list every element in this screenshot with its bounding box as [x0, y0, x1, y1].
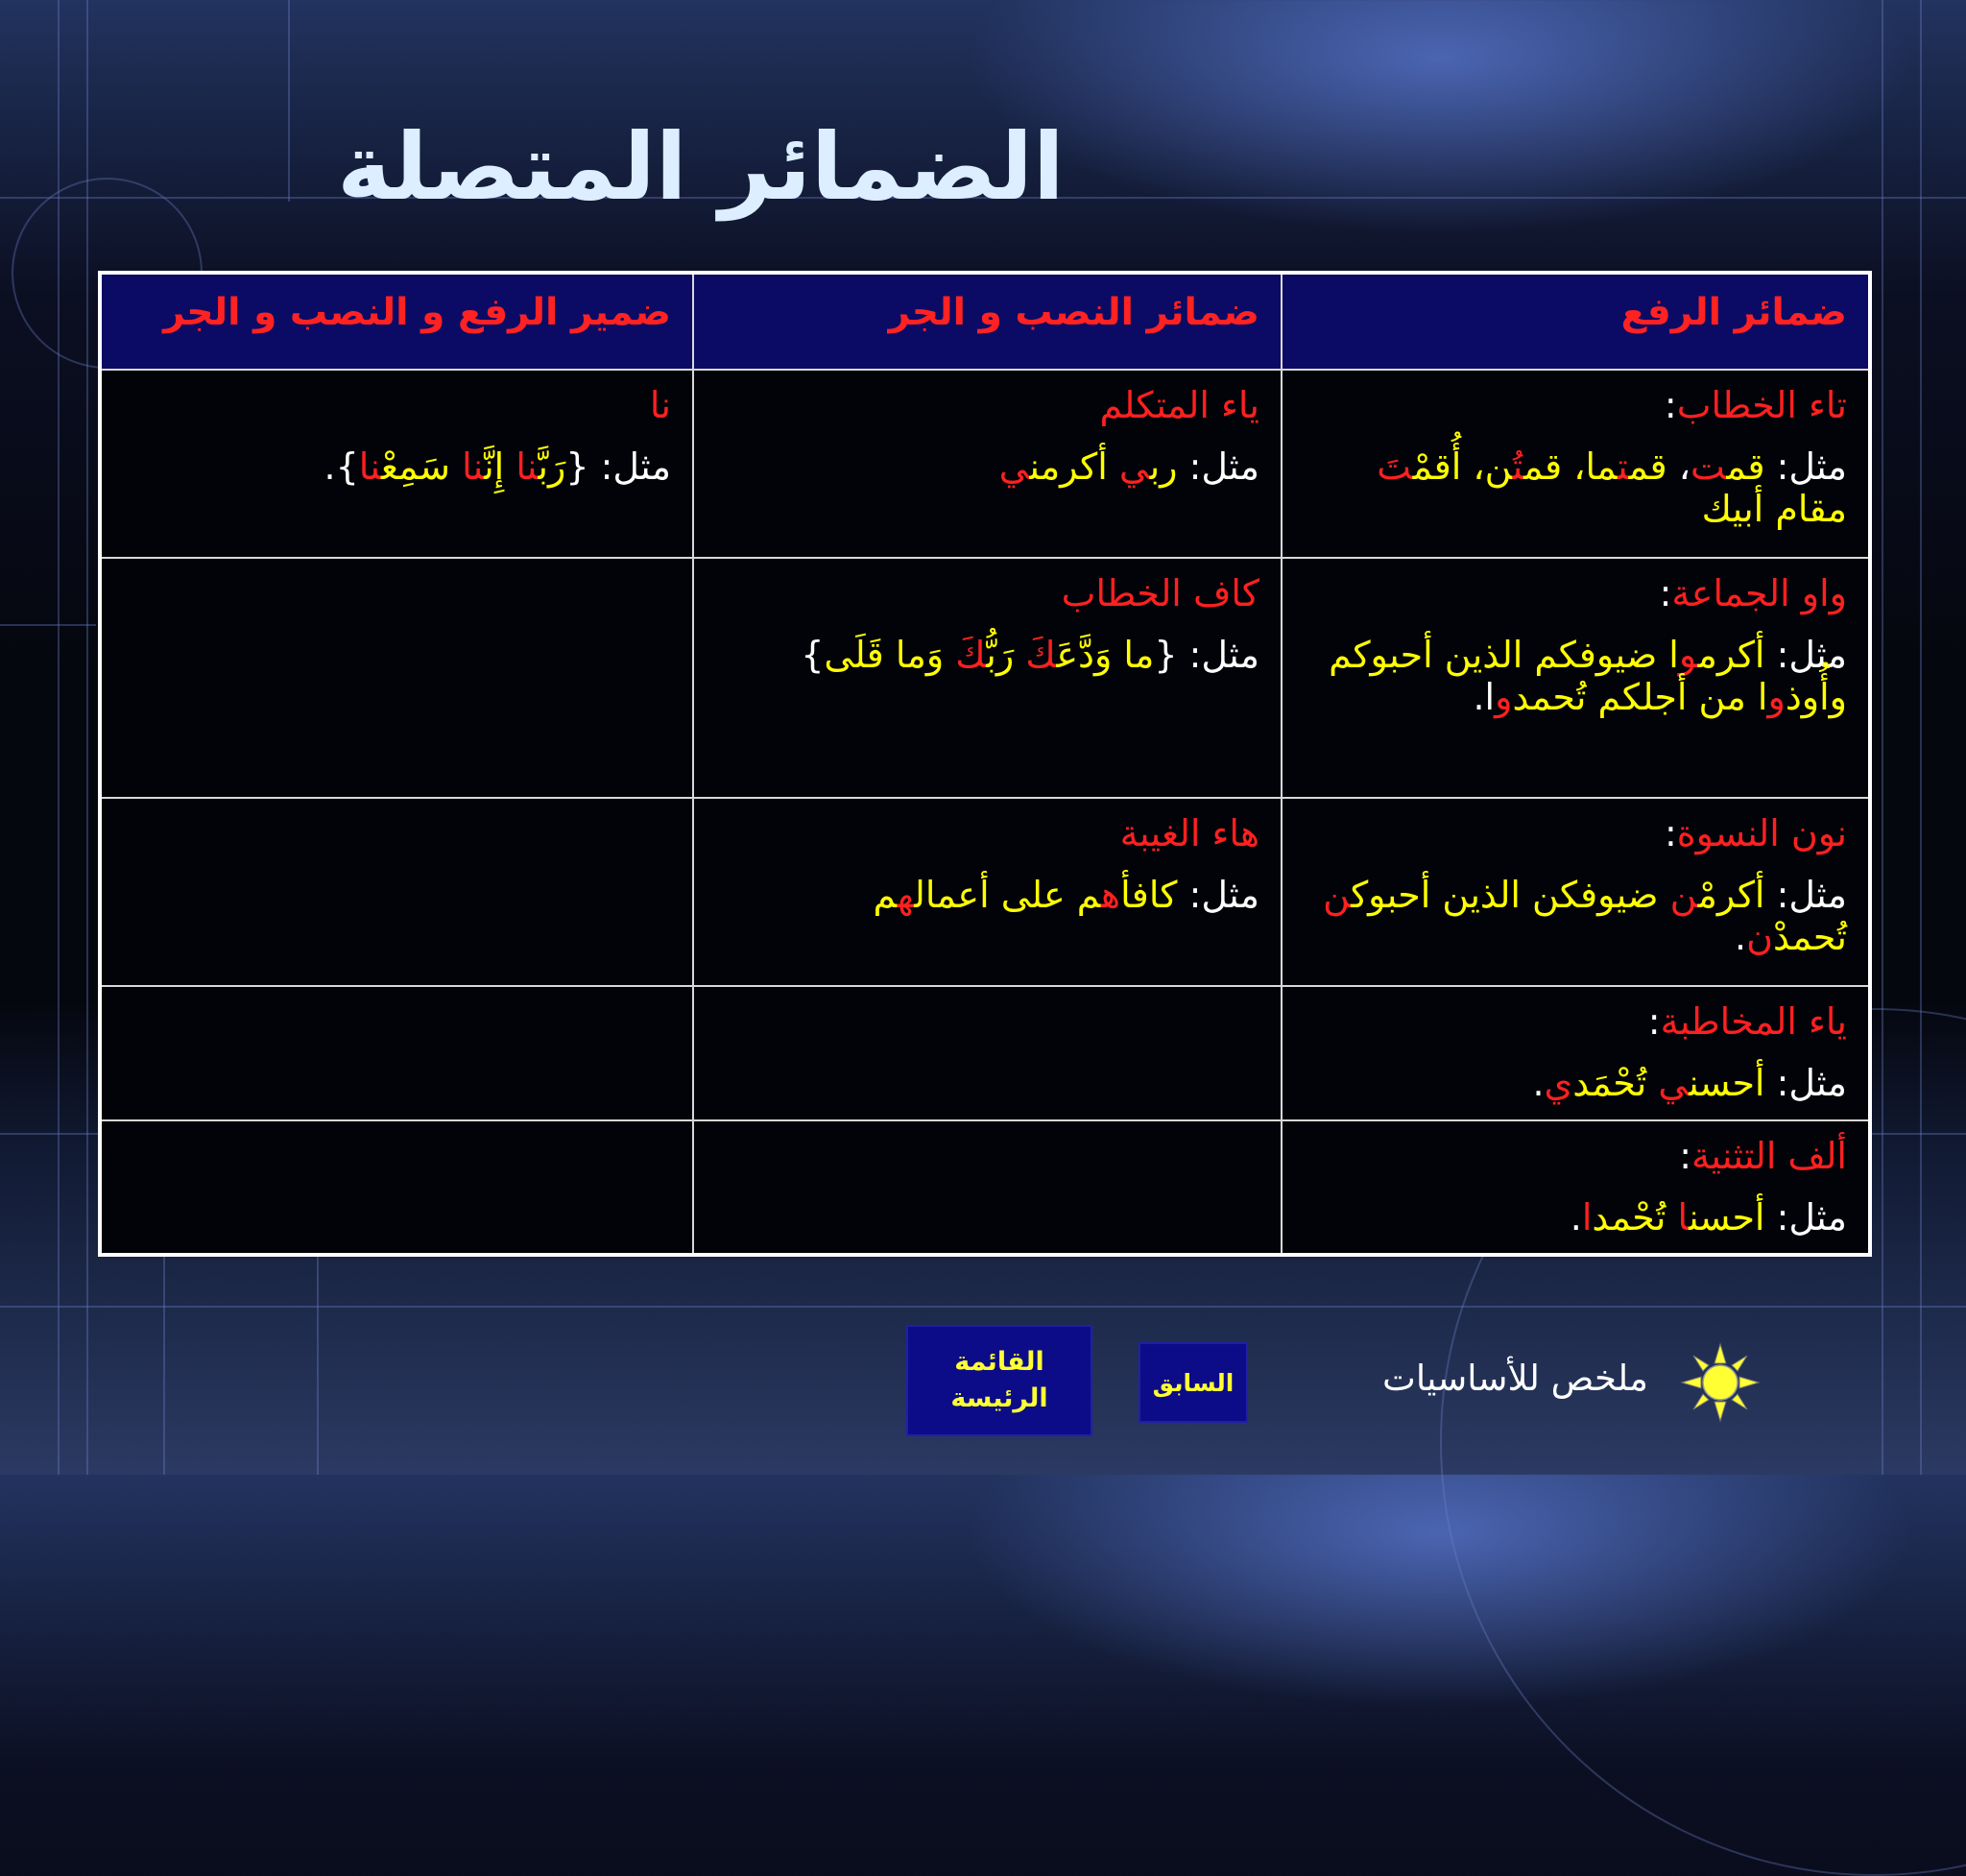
table-row	[100, 558, 1870, 798]
table-cell-all	[100, 798, 693, 986]
header-raf: ضمائر الرفع	[1282, 273, 1870, 370]
table-row	[100, 1120, 1870, 1255]
pronoun-label: كاف الخطاب	[1061, 572, 1259, 614]
example-sentence: مثل: ربي أكرمني	[998, 445, 1259, 488]
table-cell-raf	[1282, 370, 1870, 558]
table-cell-nasb	[693, 558, 1282, 798]
example-sentence: مثل: أحسني تُحْمَدي.	[1532, 1062, 1847, 1104]
example-sentence: مثل: أكرموا ضيوفكم الذين أحبوكم وأُوذوا من أجلكم تُحمدوا.	[1329, 634, 1847, 718]
header-nasb: ضمائر النصب و الجر	[693, 273, 1282, 370]
table-cell-raf	[1282, 798, 1870, 986]
example-sentence: مثل: قمت، قمتما، قمتُن، أُقمْتَ مقام أبيك	[1377, 445, 1847, 530]
pronoun-label: ياء المخاطبة:	[1647, 1000, 1847, 1043]
table-cell-all	[100, 986, 693, 1120]
previous-label: السابق	[1152, 1368, 1235, 1397]
pronoun-label: واو الجماعة:	[1659, 572, 1847, 614]
table-cell-all	[100, 370, 693, 558]
previous-button[interactable]	[1139, 1342, 1248, 1423]
example-sentence: مثل: كافأهم على أعمالهم	[873, 874, 1259, 916]
table-row	[100, 370, 1870, 558]
example-sentence: مثل: {ما وَدَّعَكَ رَبُّكَ وَما قَلَى}	[801, 634, 1259, 676]
summary-label: ملخص للأساسيات	[1382, 1357, 1648, 1399]
table-header-row	[100, 273, 1870, 370]
example-sentence: مثل: أحسنا تُحْمدا.	[1570, 1196, 1847, 1239]
pronoun-label: نا	[649, 384, 671, 426]
example-sentence: مثل: {رَبَّنا إِنَّنا سَمِعْنا}.	[324, 445, 671, 488]
pronoun-label: نون النسوة:	[1664, 812, 1847, 854]
table-cell-all	[100, 1120, 693, 1255]
table-cell-nasb	[693, 370, 1282, 558]
pronouns-table	[98, 271, 1872, 1257]
table-cell-nasb	[693, 798, 1282, 986]
pronoun-label: هاء الغيبة	[1119, 812, 1259, 854]
table-cell-all	[100, 558, 693, 798]
table-cell-raf	[1282, 558, 1870, 798]
table-row	[100, 986, 1870, 1120]
summary-link[interactable]	[1382, 1349, 1648, 1407]
table-cell-raf	[1282, 1120, 1870, 1255]
header-all: ضمير الرفع و النصب و الجر	[100, 273, 693, 370]
main-menu-label: القائمة الرئيسة	[950, 1347, 1048, 1413]
main-menu-button[interactable]	[906, 1325, 1092, 1436]
table-cell-raf	[1282, 986, 1870, 1120]
example-sentence: مثل: أكرمْن ضيوفكن الذين أحبوكن تُحمدْن.	[1323, 874, 1847, 958]
pronoun-label: ألف التثنية:	[1679, 1135, 1847, 1177]
table-cell-nasb	[693, 1120, 1282, 1255]
table-row	[100, 798, 1870, 986]
pronoun-label: ياء المتكلم	[1099, 384, 1259, 426]
sun-icon	[1680, 1342, 1761, 1423]
page-title: الضمائر المتصلة	[337, 113, 1065, 221]
table-cell-nasb	[693, 986, 1282, 1120]
pronoun-label: تاء الخطاب:	[1664, 384, 1847, 426]
